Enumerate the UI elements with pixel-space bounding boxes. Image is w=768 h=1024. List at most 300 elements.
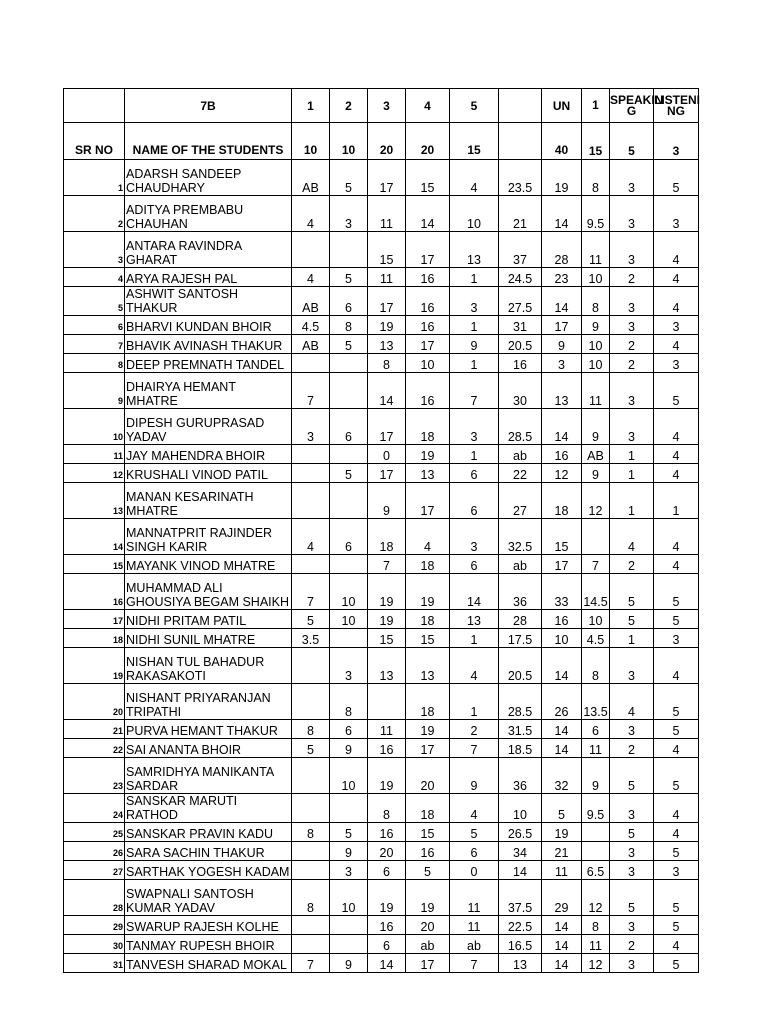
mark-cell: 3 (450, 409, 499, 445)
mark-cell: 10 (499, 794, 542, 823)
mark-cell: 8 (582, 648, 610, 684)
mark-cell: 16 (499, 354, 542, 373)
student-name-cell: ADITYA PREMBABU CHAUHAN (125, 196, 292, 232)
mark-cell: 23 (542, 268, 582, 287)
mark-cell: 36 (499, 758, 542, 794)
mark-cell: 3 (610, 287, 654, 316)
mark-cell: 3 (292, 409, 330, 445)
table-row (64, 555, 699, 574)
mark-cell: 9 (330, 842, 368, 861)
mark-cell: 4 (654, 555, 699, 574)
mark-cell: 10 (582, 268, 610, 287)
header-cell: 2 (330, 89, 368, 123)
mark-cell: 10 (582, 354, 610, 373)
mark-cell (330, 354, 368, 373)
mark-cell: 33 (542, 574, 582, 610)
mark-cell: 22.5 (499, 916, 542, 935)
mark-cell: 4 (292, 519, 330, 555)
mark-cell: 16 (368, 916, 406, 935)
mark-cell: 4 (450, 648, 499, 684)
header-cell: 3 (368, 89, 406, 123)
mark-cell: 2 (610, 268, 654, 287)
mark-cell: 3 (610, 842, 654, 861)
header-cell: 5 (450, 89, 499, 123)
table-row (64, 409, 699, 445)
mark-cell: 0 (368, 445, 406, 464)
mark-cell: 13 (542, 373, 582, 409)
mark-cell: ab (450, 935, 499, 954)
mark-cell: 7 (292, 373, 330, 409)
mark-cell: 17 (368, 287, 406, 316)
mark-cell: 4 (654, 335, 699, 354)
mark-cell: 4 (654, 823, 699, 842)
mark-cell: 4 (654, 935, 699, 954)
mark-cell: 5 (330, 823, 368, 842)
mark-cell: 1 (450, 354, 499, 373)
mark-cell (292, 842, 330, 861)
mark-cell: 4 (654, 648, 699, 684)
mark-cell: 1 (610, 445, 654, 464)
mark-cell: 18 (406, 409, 450, 445)
student-name-cell: JAY MAHENDRA BHOIR (125, 445, 292, 464)
student-name-cell: ASHWIT SANTOSH THAKUR (125, 287, 292, 316)
mark-cell: 14 (542, 196, 582, 232)
table-row (64, 574, 699, 610)
student-name-cell: NISHANT PRIYARANJAN TRIPATHI (125, 684, 292, 720)
mark-cell: 19 (368, 610, 406, 629)
mark-cell: 3 (654, 629, 699, 648)
mark-cell: 14 (542, 648, 582, 684)
table-row (64, 483, 699, 519)
mark-cell: 17 (368, 160, 406, 196)
table-row (64, 684, 699, 720)
mark-cell: 8 (368, 354, 406, 373)
mark-cell: 14 (450, 574, 499, 610)
mark-cell: 3 (610, 373, 654, 409)
table-row (64, 373, 699, 409)
header-cell: SR NO (64, 123, 125, 160)
header-cell: 1 (582, 89, 610, 123)
mark-cell: 3 (450, 287, 499, 316)
mark-cell: 17 (542, 555, 582, 574)
mark-cell: 8 (292, 823, 330, 842)
mark-cell: 6 (450, 483, 499, 519)
table-row (64, 354, 699, 373)
mark-cell: 17 (406, 483, 450, 519)
mark-cell: 14 (542, 720, 582, 739)
mark-cell: 5 (654, 373, 699, 409)
mark-cell: 5 (654, 160, 699, 196)
mark-cell: 11 (582, 739, 610, 758)
mark-cell: AB (292, 335, 330, 354)
table-row (64, 842, 699, 861)
mark-cell: 14 (542, 954, 582, 973)
mark-cell: 13 (406, 648, 450, 684)
mark-cell: 6 (330, 720, 368, 739)
mark-cell: 4 (654, 232, 699, 268)
mark-cell (292, 555, 330, 574)
mark-cell: 2 (610, 555, 654, 574)
sr-no-cell: 10 (64, 409, 125, 445)
student-name-cell: DHAIRYA HEMANT MHATRE (125, 373, 292, 409)
mark-cell (330, 794, 368, 823)
header-cell: 15 (450, 123, 499, 160)
mark-cell: 20 (406, 758, 450, 794)
student-name-cell: SWAPNALI SANTOSH KUMAR YADAV (125, 880, 292, 916)
mark-cell: 20.5 (499, 335, 542, 354)
mark-cell: 10 (330, 574, 368, 610)
mark-cell: 19 (542, 823, 582, 842)
sr-no-cell: 12 (64, 464, 125, 483)
mark-cell: 4 (292, 268, 330, 287)
mark-cell: 19 (406, 880, 450, 916)
mark-cell: ab (406, 935, 450, 954)
mark-cell: 3 (610, 794, 654, 823)
mark-cell: 5 (654, 842, 699, 861)
mark-cell: 7 (450, 373, 499, 409)
mark-cell: 3 (654, 861, 699, 880)
mark-cell (292, 445, 330, 464)
mark-cell: 14 (499, 861, 542, 880)
student-name-cell: SWARUP RAJESH KOLHE (125, 916, 292, 935)
header-cell: 7B (125, 89, 292, 123)
mark-cell (368, 684, 406, 720)
mark-cell: 23.5 (499, 160, 542, 196)
mark-cell: 5 (654, 684, 699, 720)
mark-cell (582, 519, 610, 555)
mark-cell: 3 (610, 954, 654, 973)
header-cell: LISTENI NG (654, 89, 699, 123)
header-cell: 20 (406, 123, 450, 160)
mark-cell: 26 (542, 684, 582, 720)
mark-cell: 21 (499, 196, 542, 232)
mark-cell: 15 (368, 629, 406, 648)
mark-cell: 4 (654, 739, 699, 758)
mark-cell: 9 (582, 758, 610, 794)
mark-cell: 11 (368, 268, 406, 287)
table-row (64, 739, 699, 758)
mark-cell: 11 (582, 373, 610, 409)
mark-cell: 11 (542, 861, 582, 880)
mark-cell: 34 (499, 842, 542, 861)
mark-cell: 10 (330, 610, 368, 629)
mark-cell (582, 823, 610, 842)
student-name-cell: SANSKAR MARUTI RATHOD (125, 794, 292, 823)
mark-cell: 5 (654, 954, 699, 973)
mark-cell: 14 (542, 409, 582, 445)
header-cell: UN (542, 89, 582, 123)
table-row (64, 160, 699, 196)
mark-cell: 13 (499, 954, 542, 973)
header-cell: 20 (368, 123, 406, 160)
mark-cell: 4.5 (292, 316, 330, 335)
mark-cell: 9.5 (582, 794, 610, 823)
sr-no-cell: 18 (64, 629, 125, 648)
mark-cell: 28 (542, 232, 582, 268)
table-row (64, 880, 699, 916)
sr-no-cell: 29 (64, 916, 125, 935)
mark-cell: 8 (292, 880, 330, 916)
mark-cell: 2 (610, 354, 654, 373)
table-row (64, 335, 699, 354)
mark-cell: 10 (582, 335, 610, 354)
table-row (64, 445, 699, 464)
mark-cell: 11 (450, 916, 499, 935)
sr-no-cell: 22 (64, 739, 125, 758)
header-cell: 15 (582, 123, 610, 160)
header-cell: 10 (330, 123, 368, 160)
mark-cell: 24.5 (499, 268, 542, 287)
mark-cell: 4 (406, 519, 450, 555)
header-cell: 10 (292, 123, 330, 160)
mark-cell: 28 (499, 610, 542, 629)
mark-cell: 1 (450, 316, 499, 335)
mark-cell: 32.5 (499, 519, 542, 555)
mark-cell: 11 (582, 232, 610, 268)
student-name-cell: MANNATPRIT RAJINDER SINGH KARIR (125, 519, 292, 555)
sr-no-cell: 4 (64, 268, 125, 287)
table-row (64, 464, 699, 483)
mark-cell: 29 (542, 880, 582, 916)
mark-cell: 1 (610, 464, 654, 483)
mark-cell: 3 (330, 196, 368, 232)
mark-cell: 2 (610, 335, 654, 354)
mark-cell: 12 (582, 483, 610, 519)
mark-cell: 3 (654, 316, 699, 335)
mark-cell: 12 (582, 954, 610, 973)
table-row (64, 935, 699, 954)
mark-cell: 10 (582, 610, 610, 629)
mark-cell: 4.5 (582, 629, 610, 648)
student-name-cell: DIPESH GURUPRASAD YADAV (125, 409, 292, 445)
table-row (64, 954, 699, 973)
sr-no-cell: 21 (64, 720, 125, 739)
student-name-cell: NIDHI SUNIL MHATRE (125, 629, 292, 648)
sr-no-cell: 1 (64, 160, 125, 196)
student-name-cell: SARA SACHIN THAKUR (125, 842, 292, 861)
sr-no-cell: 2 (64, 196, 125, 232)
student-name-cell: SAMRIDHYA MANIKANTA SARDAR (125, 758, 292, 794)
mark-cell: 13 (450, 610, 499, 629)
mark-cell: 9 (582, 316, 610, 335)
mark-cell: 5 (610, 823, 654, 842)
mark-cell: 6 (450, 464, 499, 483)
mark-cell (330, 555, 368, 574)
table-row (64, 720, 699, 739)
mark-cell: 5 (330, 464, 368, 483)
mark-cell: 19 (368, 574, 406, 610)
mark-cell: 16 (542, 445, 582, 464)
mark-cell: 4 (450, 160, 499, 196)
mark-cell: 19 (368, 880, 406, 916)
sr-no-cell: 23 (64, 758, 125, 794)
student-name-cell: SARTHAK YOGESH KADAM (125, 861, 292, 880)
mark-cell: 12 (542, 464, 582, 483)
mark-cell: 5 (610, 880, 654, 916)
mark-cell (330, 629, 368, 648)
mark-cell: 9 (450, 758, 499, 794)
mark-cell: 7 (450, 739, 499, 758)
header-row-1 (64, 89, 699, 123)
mark-cell: 12 (582, 880, 610, 916)
mark-cell: 10 (330, 880, 368, 916)
mark-cell: 16 (406, 842, 450, 861)
mark-cell: 3 (654, 196, 699, 232)
mark-cell: 8 (292, 720, 330, 739)
mark-cell: AB (582, 445, 610, 464)
sr-no-cell: 31 (64, 954, 125, 973)
mark-cell: 3 (450, 519, 499, 555)
mark-cell: 1 (654, 483, 699, 519)
mark-cell: 1 (450, 445, 499, 464)
mark-cell: 3 (610, 720, 654, 739)
mark-cell: 15 (406, 823, 450, 842)
mark-cell (330, 916, 368, 935)
mark-cell: 1 (450, 629, 499, 648)
mark-cell: 10 (450, 196, 499, 232)
mark-cell: 14 (542, 935, 582, 954)
mark-cell: 10 (542, 629, 582, 648)
mark-cell: 9 (330, 739, 368, 758)
mark-cell: 2 (610, 739, 654, 758)
header-cell (499, 123, 542, 160)
table-row (64, 316, 699, 335)
mark-cell: 3 (610, 316, 654, 335)
header-cell (64, 89, 125, 123)
mark-cell: 7 (292, 954, 330, 973)
mark-cell: 13 (368, 648, 406, 684)
mark-cell: 8 (330, 684, 368, 720)
student-name-cell: ARYA RAJESH PAL (125, 268, 292, 287)
mark-cell (292, 861, 330, 880)
mark-cell: 9 (542, 335, 582, 354)
table-row (64, 196, 699, 232)
mark-cell: 5 (654, 880, 699, 916)
table-row (64, 232, 699, 268)
mark-cell: 18 (406, 794, 450, 823)
mark-cell: 1 (610, 629, 654, 648)
mark-cell (292, 232, 330, 268)
mark-cell: 26.5 (499, 823, 542, 842)
sr-no-cell: 26 (64, 842, 125, 861)
mark-cell: 4 (610, 684, 654, 720)
table-row (64, 861, 699, 880)
mark-cell: 5 (292, 610, 330, 629)
mark-cell: 20 (368, 842, 406, 861)
mark-cell: 3 (610, 861, 654, 880)
sr-no-cell: 8 (64, 354, 125, 373)
mark-cell (292, 758, 330, 794)
mark-cell: 16 (406, 316, 450, 335)
mark-cell: ab (499, 555, 542, 574)
sr-no-cell: 11 (64, 445, 125, 464)
mark-cell: 16 (406, 268, 450, 287)
mark-cell: 6 (330, 409, 368, 445)
mark-cell (330, 483, 368, 519)
student-name-cell: MUHAMMAD ALI GHOUSIYA BEGAM SHAIKH (125, 574, 292, 610)
table-row (64, 916, 699, 935)
mark-cell: 20 (406, 916, 450, 935)
table-row (64, 610, 699, 629)
mark-cell: 10 (330, 758, 368, 794)
mark-cell: 17 (406, 954, 450, 973)
table-body (64, 89, 699, 973)
mark-cell: 4 (450, 794, 499, 823)
mark-cell: 17 (406, 232, 450, 268)
sr-no-cell: 5 (64, 287, 125, 316)
mark-cell (292, 684, 330, 720)
mark-cell: 7 (292, 574, 330, 610)
mark-cell: 5 (654, 758, 699, 794)
student-name-cell: SANSKAR PRAVIN KADU (125, 823, 292, 842)
mark-cell: 32 (542, 758, 582, 794)
mark-cell: 6 (330, 287, 368, 316)
mark-cell: 17.5 (499, 629, 542, 648)
student-name-cell: NISHAN TUL BAHADUR RAKASAKOTI (125, 648, 292, 684)
mark-cell: 6 (582, 720, 610, 739)
mark-cell: 18 (542, 483, 582, 519)
mark-cell (292, 794, 330, 823)
table-row (64, 629, 699, 648)
table-row (64, 287, 699, 316)
mark-cell: 17 (368, 464, 406, 483)
mark-cell: 8 (582, 287, 610, 316)
student-name-cell: MAYANK VINOD MHATRE (125, 555, 292, 574)
mark-cell: 14 (542, 739, 582, 758)
header-cell: 40 (542, 123, 582, 160)
mark-cell: 4 (654, 409, 699, 445)
mark-cell: 5 (406, 861, 450, 880)
mark-cell: 19 (368, 316, 406, 335)
mark-cell: 22 (499, 464, 542, 483)
mark-cell: 3 (610, 648, 654, 684)
student-name-cell: KRUSHALI VINOD PATIL (125, 464, 292, 483)
sr-no-cell: 13 (64, 483, 125, 519)
mark-cell: 4 (654, 794, 699, 823)
mark-cell: 15 (542, 519, 582, 555)
mark-cell: 17 (406, 739, 450, 758)
mark-cell: 17 (542, 316, 582, 335)
mark-cell: 3.5 (292, 629, 330, 648)
mark-cell: 8 (582, 160, 610, 196)
mark-cell: 5 (610, 758, 654, 794)
mark-cell: 27.5 (499, 287, 542, 316)
mark-cell: 7 (582, 555, 610, 574)
mark-cell: 18 (368, 519, 406, 555)
mark-cell: 16.5 (499, 935, 542, 954)
mark-cell (330, 445, 368, 464)
mark-cell: 5 (610, 574, 654, 610)
mark-cell: 11 (582, 935, 610, 954)
mark-cell: 5 (542, 794, 582, 823)
mark-cell: 3 (610, 160, 654, 196)
sr-no-cell: 28 (64, 880, 125, 916)
mark-cell: 14 (542, 916, 582, 935)
mark-cell: 31 (499, 316, 542, 335)
mark-cell (292, 648, 330, 684)
sr-no-cell: 9 (64, 373, 125, 409)
marks-table (63, 88, 699, 973)
mark-cell: 4 (654, 519, 699, 555)
header-row-2 (64, 123, 699, 160)
mark-cell: 4 (654, 445, 699, 464)
mark-cell: 31.5 (499, 720, 542, 739)
mark-cell: 7 (450, 954, 499, 973)
mark-cell: 13 (368, 335, 406, 354)
mark-cell: 6 (368, 861, 406, 880)
mark-cell: 3 (610, 409, 654, 445)
mark-cell: 3 (610, 916, 654, 935)
